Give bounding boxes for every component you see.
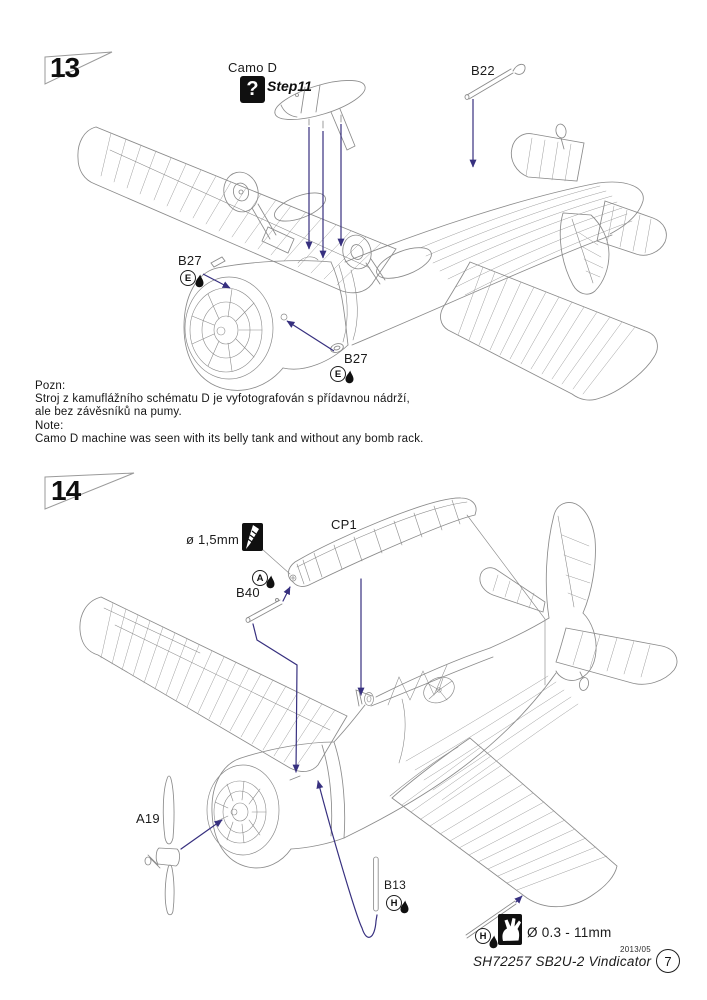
part-label-b27-lower: B27 <box>344 351 368 366</box>
footer-product-title: SH72257 SB2U-2 Vindicator <box>473 954 652 969</box>
part-label-b40: B40 <box>236 585 260 600</box>
part-label-a19: A19 <box>136 811 160 826</box>
paint-letter: H <box>390 897 398 909</box>
step13-camo-label: Camo D <box>228 60 278 75</box>
step14-part-b13-drawing <box>374 857 379 911</box>
part-label-b22: B22 <box>471 63 495 78</box>
step14-propeller-drawing <box>145 776 180 915</box>
step13-number: 13 <box>50 52 80 83</box>
drill-diameter-label: ø 1,5mm <box>186 532 240 547</box>
step13-part-b27-lower-drawing <box>330 342 345 354</box>
part-label-b27-upper: B27 <box>178 253 202 268</box>
question-mark-icon <box>240 76 265 103</box>
step13-step-reference: Step11 <box>267 78 312 94</box>
page-number: 7 <box>664 953 672 969</box>
footer-date: 2013/05 <box>620 945 652 954</box>
paint-drop-icon <box>344 370 354 384</box>
step14-canopy-drawing <box>262 498 545 685</box>
paint-drop-icon <box>194 274 204 288</box>
hand-made-icon <box>498 914 522 945</box>
paint-drop-icon <box>488 935 498 949</box>
drill-icon <box>242 523 263 551</box>
hand-glyph <box>498 914 522 945</box>
paint-letter: E <box>334 368 342 380</box>
paint-drop-icon <box>399 900 409 914</box>
step13-aircraft-drawing <box>78 123 666 400</box>
question-mark-glyph: ? <box>246 78 259 100</box>
note-czech-line2: ale bez závěsníků na pumy. <box>35 406 182 418</box>
paint-drop-icon <box>265 575 275 589</box>
paint-letter: H <box>479 930 487 942</box>
note-english-line1: Camo D machine was seen with its belly tank and without any bomb rack. <box>35 433 424 445</box>
sprue-diameter-label: Ø 0.3 - 11mm <box>527 925 612 940</box>
page-number-badge <box>656 949 680 973</box>
note-czech-line1: Stroj z kamuflážního schématu D je vyfotografován s přídavnou nádrží, <box>35 393 410 405</box>
drill-bit-glyph <box>242 523 263 551</box>
note-czech-title: Pozn: <box>35 380 66 392</box>
paint-letter: A <box>256 572 264 584</box>
note-english-title: Note: <box>35 420 64 432</box>
step14-number: 14 <box>51 475 81 506</box>
step13-part-b27-upper-drawing <box>211 257 225 267</box>
step14-aircraft-drawing <box>80 502 677 906</box>
part-label-cp1: CP1 <box>331 517 358 532</box>
paint-letter: E <box>184 272 192 284</box>
part-label-b13: B13 <box>384 878 407 892</box>
step14-assembly-arrows <box>181 579 522 937</box>
